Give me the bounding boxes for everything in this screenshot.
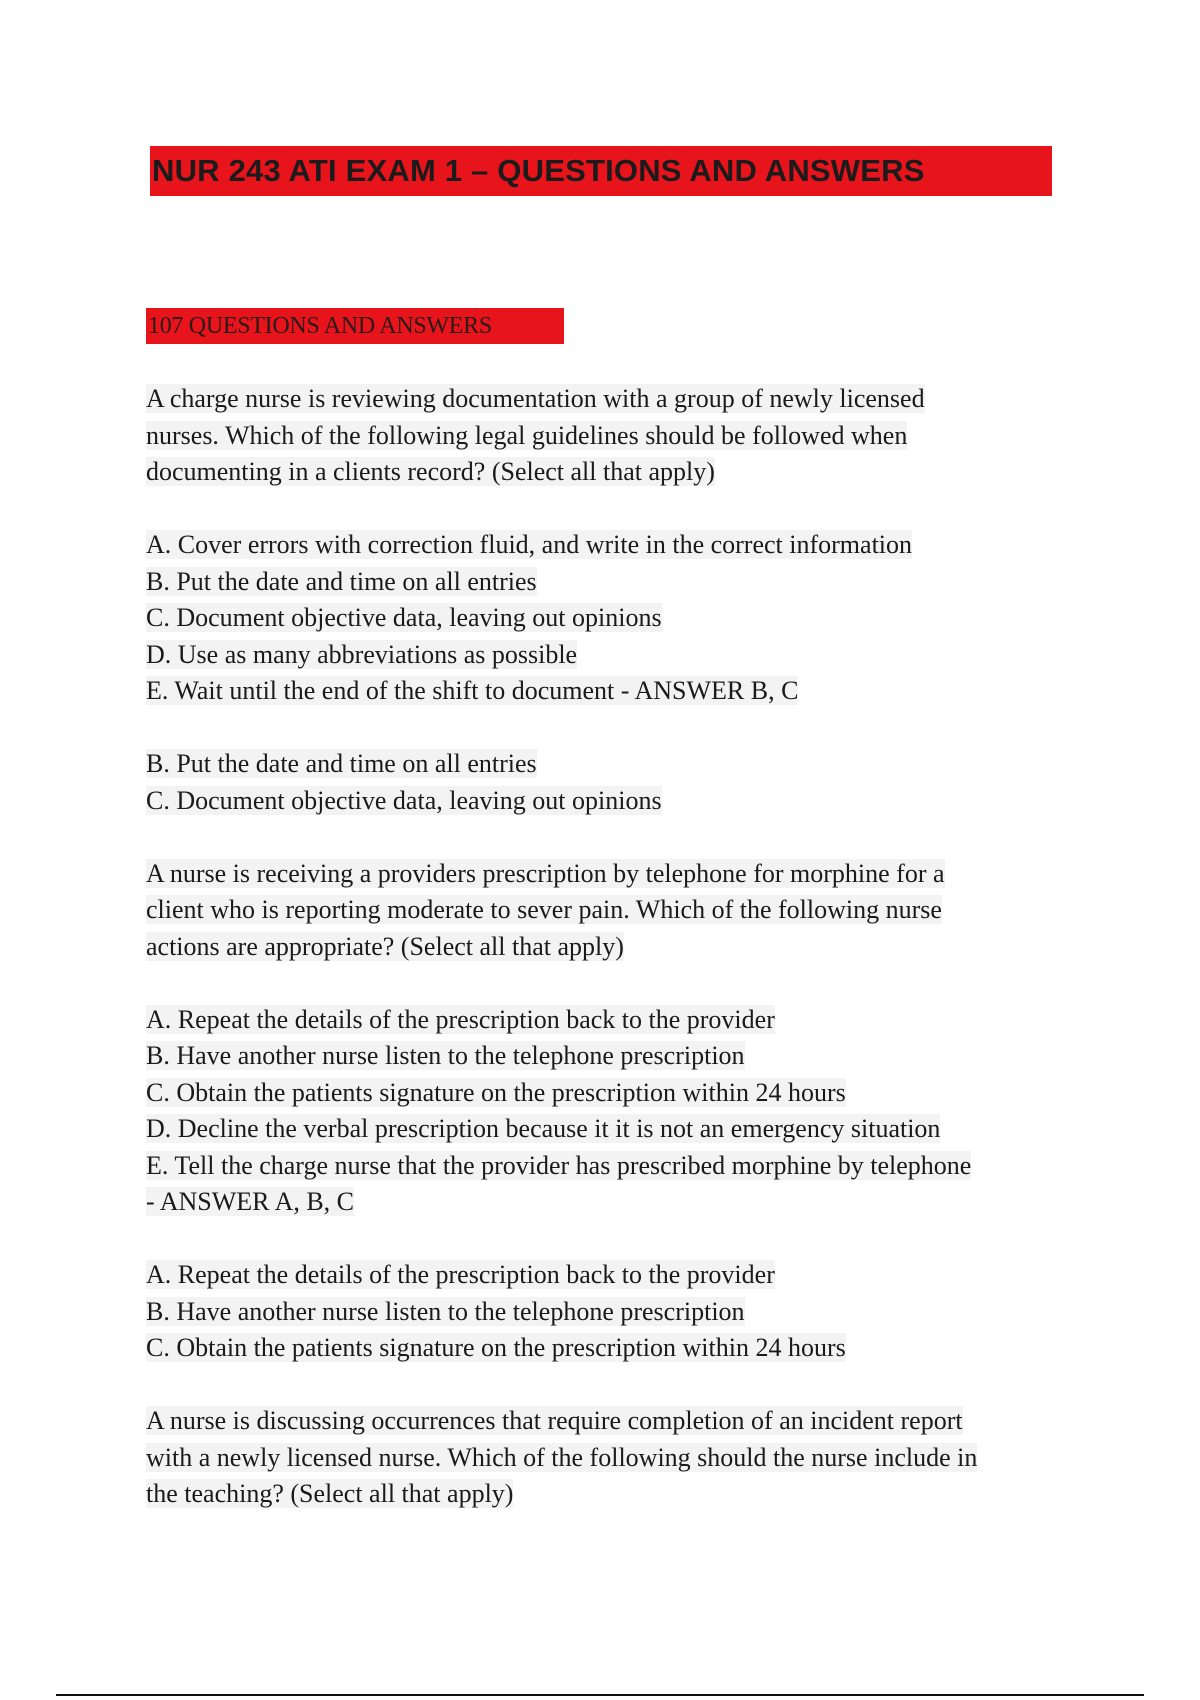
q2-answers — [146, 1257, 1066, 1367]
q3-stem-line: the teaching? (Select all that apply) — [146, 1479, 514, 1508]
q1-stem-line: documenting in a clients record? (Select all that apply) — [146, 457, 715, 486]
q2-option-c: C. Obtain the patients signature on the prescription within 24 hours — [146, 1077, 846, 1107]
q1-option-a: A. Cover errors with correction fluid, and write in the correct information — [146, 530, 913, 559]
q2-answer-line: B. Have another nurse listen to the telephone prescription — [146, 1296, 745, 1326]
footer-divider — [56, 1694, 1144, 1696]
q1-option-b: B. Put the date and time on all entries — [146, 566, 537, 596]
q2-options — [146, 1002, 1066, 1221]
q2-stem-line: client who is reporting moderate to sever pain. Which of the following nurse — [146, 895, 942, 924]
q1-stem-line: A charge nurse is reviewing documentation with a group of newly licensed — [146, 384, 925, 413]
q1-option-d: D. Use as many abbreviations as possible — [146, 639, 578, 669]
document-title: NUR 243 ATI EXAM 1 – QUESTIONS AND ANSWERS — [150, 146, 1052, 196]
q1-option-e: E. Wait until the end of the shift to document - ANSWER B, C — [146, 676, 799, 705]
q2-stem-line: A nurse is receiving a providers prescription by telephone for morphine for a — [146, 858, 945, 888]
q1-stem-line: nurses. Which of the following legal guidelines should be followed when — [146, 420, 908, 450]
q2-stem — [146, 856, 1066, 966]
q2-answer-key: - ANSWER A, B, C — [146, 1187, 355, 1216]
q1-option-c: C. Document objective data, leaving out opinions — [146, 603, 662, 632]
q2-option-d: D. Decline the verbal prescription because it it is not an emergency situation — [146, 1114, 941, 1143]
q2-option-b: B. Have another nurse listen to the telephone prescription — [146, 1041, 745, 1070]
q3-stem — [146, 1403, 1066, 1513]
q2-option-a: A. Repeat the details of the prescription back to the provider — [146, 1004, 775, 1034]
question-content — [146, 381, 1066, 1549]
document-subtitle: 107 QUESTIONS AND ANSWERS — [146, 308, 564, 344]
q1-answers — [146, 746, 1066, 819]
q2-answer-line: C. Obtain the patients signature on the prescription within 24 hours — [146, 1333, 846, 1362]
q2-answer-line: A. Repeat the details of the prescription back to the provider — [146, 1260, 775, 1289]
q1-answer-line: C. Document objective data, leaving out opinions — [146, 785, 662, 815]
q3-stem-line: with a newly licensed nurse. Which of the following should the nurse include in — [146, 1442, 978, 1472]
q2-stem-line: actions are appropriate? (Select all that apply) — [146, 931, 624, 961]
q3-stem-line: A nurse is discussing occurrences that require completion of an incident report — [146, 1406, 963, 1435]
q1-options — [146, 527, 1066, 710]
q1-stem — [146, 381, 1066, 491]
q1-answer-line: B. Put the date and time on all entries — [146, 749, 537, 778]
q2-option-e: E. Tell the charge nurse that the provider has prescribed morphine by telephone — [146, 1150, 972, 1180]
